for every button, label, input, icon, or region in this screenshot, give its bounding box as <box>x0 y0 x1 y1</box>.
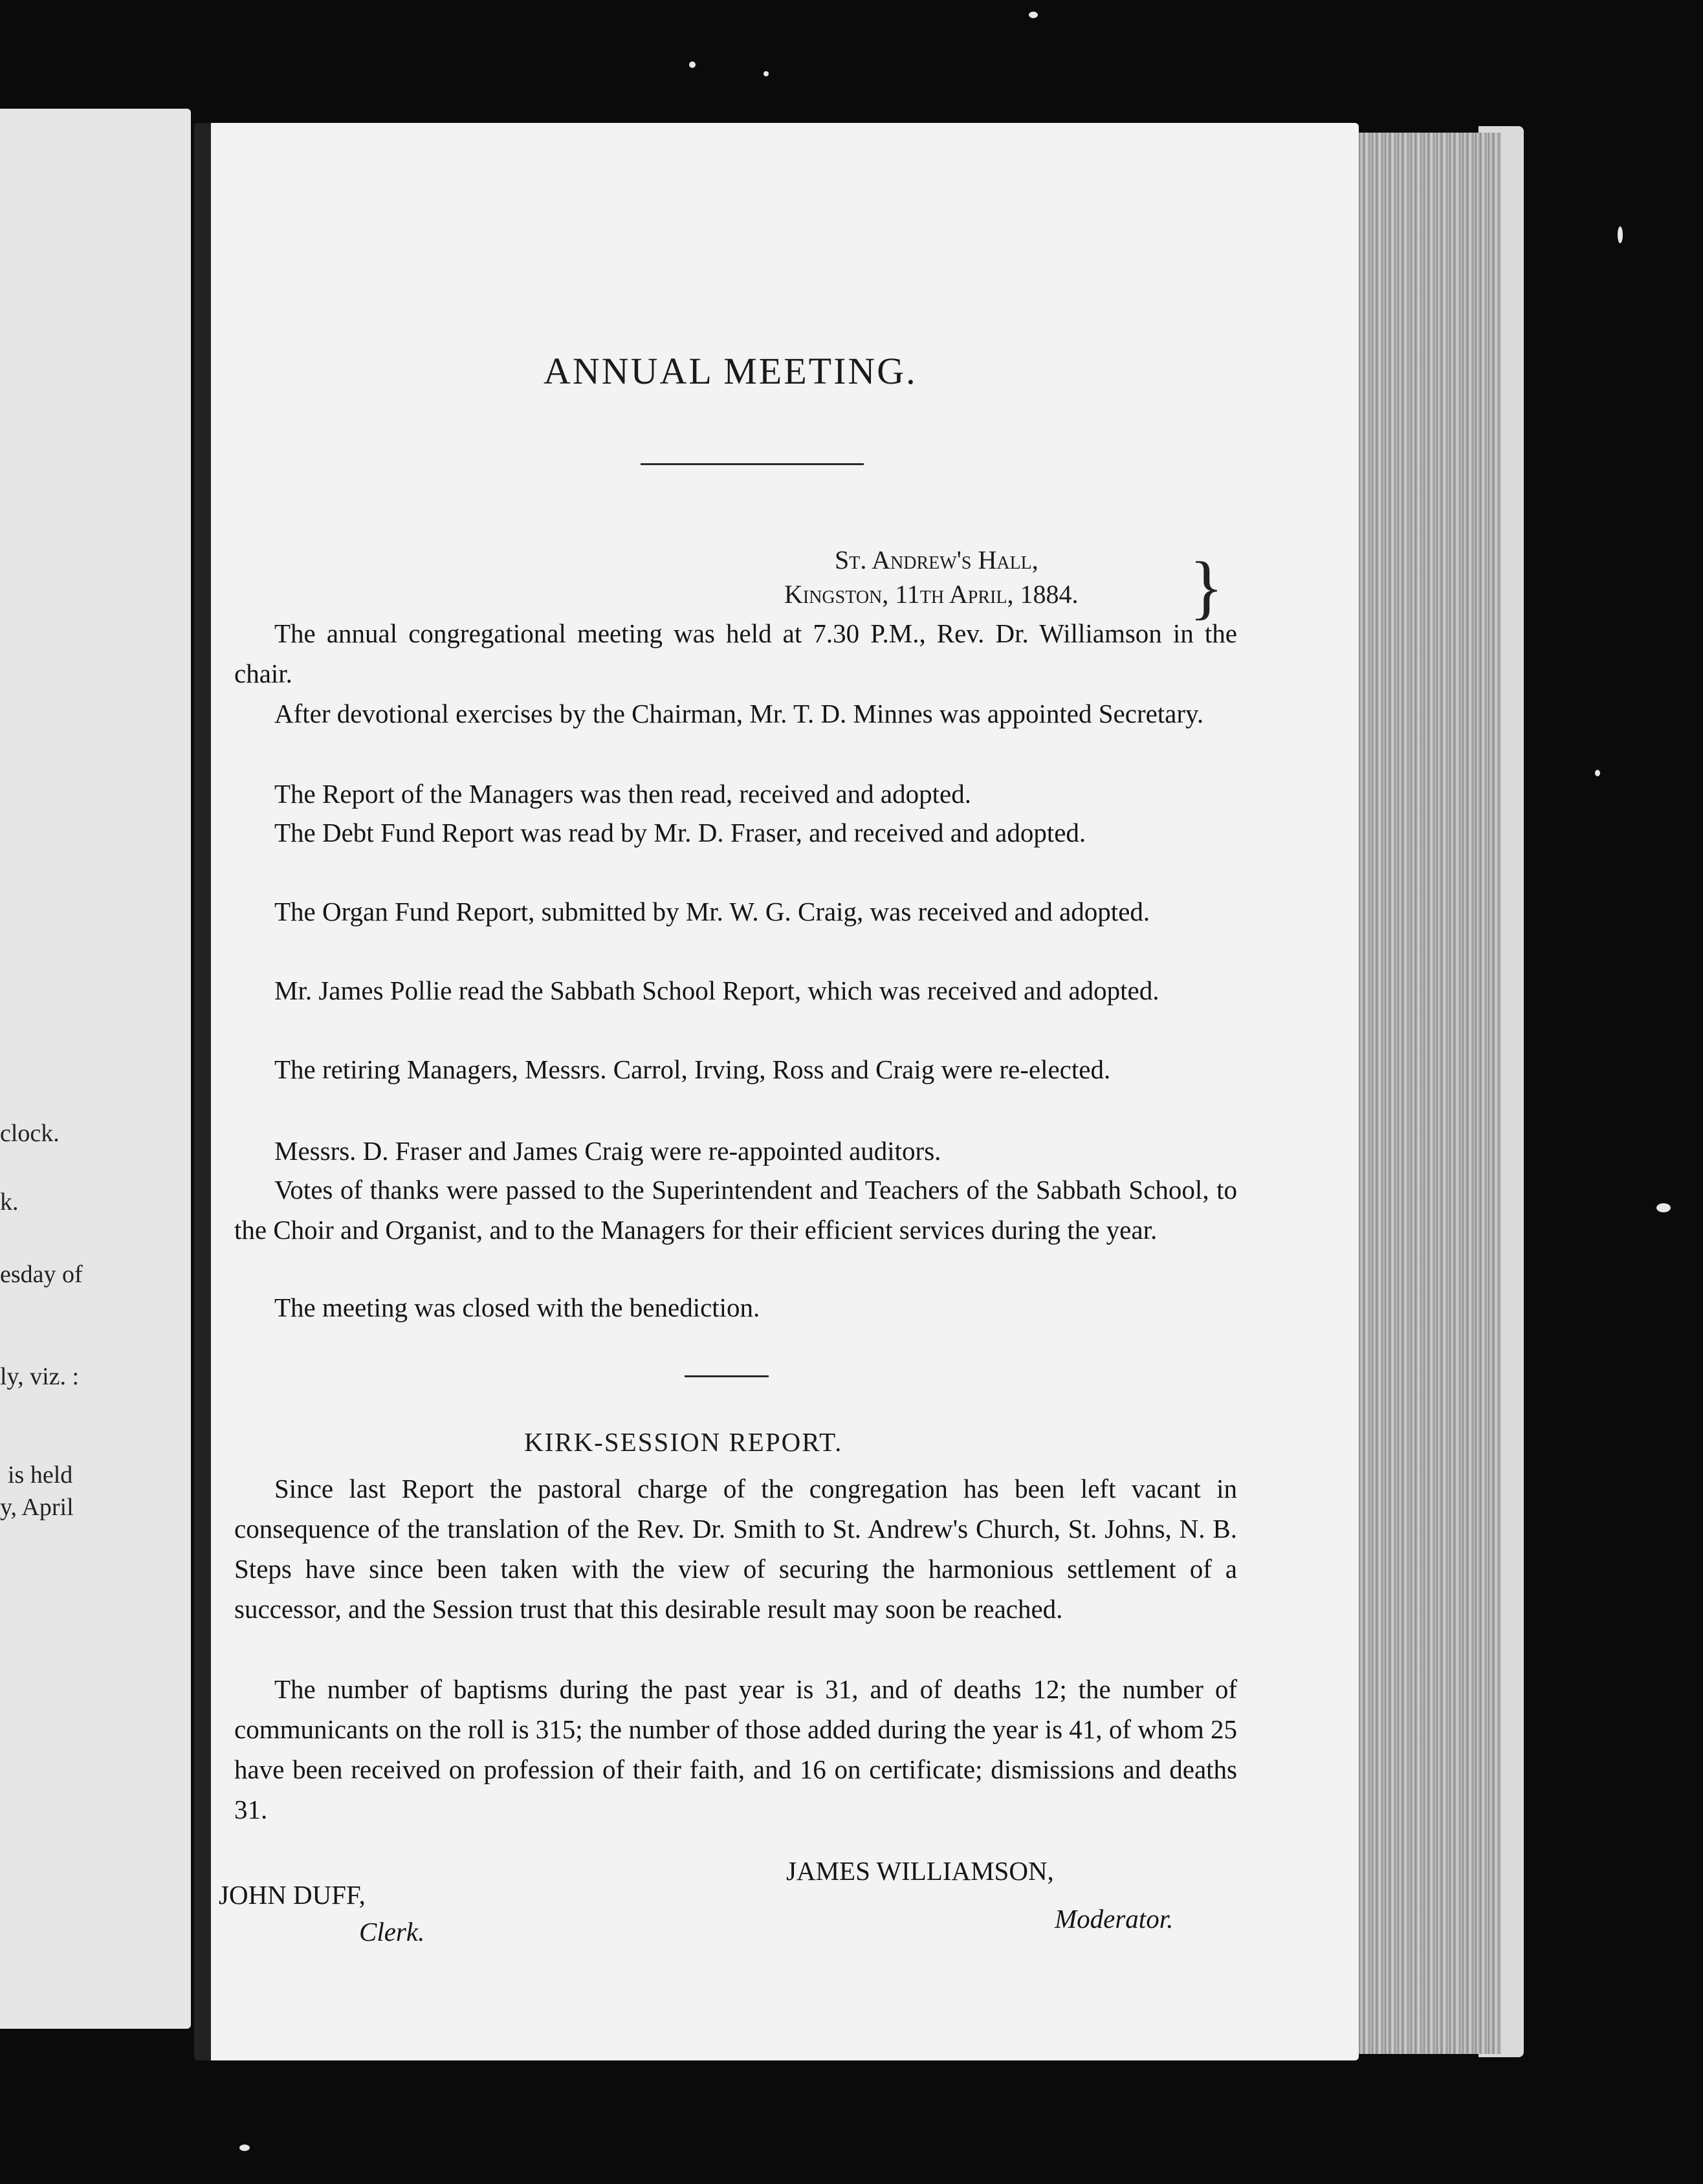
section-rule <box>685 1375 769 1377</box>
speck <box>764 71 769 76</box>
dateline-brace: } <box>1189 547 1224 626</box>
speck <box>689 61 696 68</box>
speck <box>1656 1203 1671 1212</box>
meeting-paragraph: After devotional exercises by the Chairman, Mr. T. D. Minnes was appointed Secretary. <box>274 699 1204 728</box>
page-title: ANNUAL MEETING. <box>544 350 917 392</box>
speck <box>1595 770 1600 776</box>
speck <box>239 2145 250 2151</box>
speck <box>1029 12 1038 18</box>
left-page-fragment: clock. <box>0 1120 60 1147</box>
session-paragraph: Since last Report the pastoral charge of the congregation has been left vacant in consequence of the translation of the Rev. Dr. Smith to St. Andrew's Church, St. Johns, N. B. Steps have since been taken with the view of securing the harmonious settlement of a successor, and the Session trust that this desirable result may soon be reached. <box>234 1474 1237 1624</box>
left-page <box>0 109 191 2029</box>
meeting-paragraph: The Report of the Managers was then read, received and adopted. <box>274 779 971 809</box>
speck <box>1618 226 1623 243</box>
left-page-fragment: ly, viz. : <box>0 1363 80 1390</box>
moderator-title: Moderator. <box>1055 1904 1174 1934</box>
meeting-paragraph: The retiring Managers, Messrs. Carrol, Irving, Ross and Craig were re-elected. <box>274 1054 1111 1084</box>
meeting-paragraph: Votes of thanks were passed to the Superintendent and Teachers of the Sabbath School, to the Choir and Organist, and to the Managers for their efficient services during the year. <box>234 1175 1237 1245</box>
dateline-venue: St. Andrew's Hall, <box>835 545 1038 574</box>
dateline-date: Kingston, 11th April, 1884. <box>784 580 1079 609</box>
meeting-paragraph: The meeting was closed with the benediction. <box>274 1293 760 1322</box>
moderator-name: JAMES WILLIAMSON, <box>786 1856 1054 1886</box>
left-page-fragment: is held <box>8 1461 73 1489</box>
clerk-title: Clerk. <box>359 1917 425 1947</box>
meeting-paragraph: The Organ Fund Report, submitted by Mr. W. G. Craig, was received and adopted. <box>274 897 1150 926</box>
left-page-fragment: k. <box>0 1188 19 1216</box>
meeting-paragraph: Messrs. D. Fraser and James Craig were re-appointed auditors. <box>274 1136 941 1166</box>
clerk-name: JOHN DUFF, <box>219 1880 366 1910</box>
left-page-fragment: esday of <box>0 1261 83 1288</box>
meeting-paragraph: Mr. James Pollie read the Sabbath School Report, which was received and adopted. <box>274 976 1159 1005</box>
meeting-paragraph: The Debt Fund Report was read by Mr. D. Fraser, and received and adopted. <box>274 818 1086 847</box>
section-title: KIRK-SESSION REPORT. <box>524 1427 843 1457</box>
session-paragraph: The number of baptisms during the past year is 31, and of deaths 12; the number of communicants on the roll is 315; the number of those added during the year is 41, of whom 25 have been received on profession of their faith, and 16 on certificate; dismissions and deaths 31. <box>234 1674 1237 1824</box>
left-page-fragment: y, April <box>0 1494 74 1521</box>
title-rule <box>641 463 864 465</box>
meeting-paragraph: The annual congregational meeting was held at 7.30 P.M., Rev. Dr. Williamson in the chair. <box>234 618 1237 688</box>
